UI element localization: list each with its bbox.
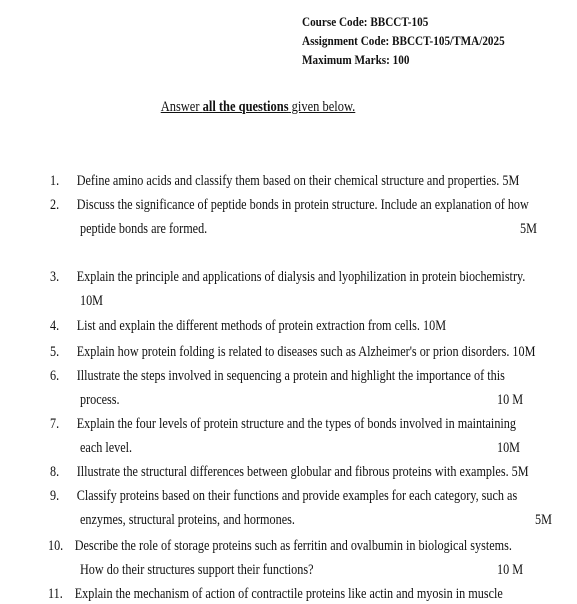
assignment-header bbox=[302, 12, 505, 69]
question-text: List and explain the different methods of protein extraction from cells. 10M bbox=[76, 318, 447, 334]
question-number: 8. bbox=[50, 464, 60, 480]
question-item bbox=[50, 343, 551, 362]
instruction-pre: Answer bbox=[160, 99, 203, 115]
assignment-code: Assignment Code: BBCCT-105/TMA/2025 bbox=[302, 33, 505, 48]
question-continuation: How do their structures support their functions? bbox=[80, 562, 314, 578]
instruction-post: given below. bbox=[288, 99, 356, 115]
question-marks: 10 M bbox=[497, 392, 524, 408]
question-marks: 10 M bbox=[497, 562, 524, 578]
question-text: Explain how protein folding is related to diseases such as Alzheimer's or prion disorders. 10M bbox=[76, 344, 536, 360]
question-item bbox=[48, 585, 549, 604]
question-number: 2. bbox=[50, 197, 60, 213]
question-number: 5. bbox=[50, 344, 60, 360]
question-text: Illustrate the structural differences between globular and fibrous proteins with examples. 5M bbox=[76, 464, 529, 480]
question-item bbox=[50, 196, 551, 215]
question-text: Explain the four levels of protein structure and the types of bonds involved in maintaining bbox=[76, 416, 516, 432]
question-item bbox=[50, 487, 551, 506]
question-marks: 10M bbox=[497, 440, 521, 456]
question-continuation: each level. bbox=[80, 440, 133, 456]
question-item bbox=[50, 367, 551, 386]
question-continuation: peptide bonds are formed. bbox=[80, 221, 208, 237]
question-text: Illustrate the steps involved in sequencing a protein and highlight the importance of this bbox=[76, 368, 505, 384]
question-item bbox=[50, 415, 551, 434]
question-number: 9. bbox=[50, 488, 60, 504]
question-continuation: 10M bbox=[80, 293, 104, 309]
question-number: 3. bbox=[50, 269, 60, 285]
question-item bbox=[48, 537, 549, 556]
question-number: 7. bbox=[50, 416, 60, 432]
question-number: 4. bbox=[50, 318, 60, 334]
question-continuation: process. bbox=[80, 392, 120, 408]
question-item bbox=[50, 172, 551, 191]
question-item bbox=[50, 268, 551, 287]
question-text: Classify proteins based on their functions and provide examples for each category, such as bbox=[76, 488, 518, 504]
question-marks: 5M bbox=[535, 512, 552, 528]
question-text: Describe the role of storage proteins such as ferritin and ovalbumin in biological systems. bbox=[74, 538, 512, 554]
question-number: 1. bbox=[50, 173, 60, 189]
maximum-marks: Maximum Marks: 100 bbox=[302, 52, 410, 67]
instruction-bold: all the questions bbox=[202, 99, 289, 115]
instruction-text bbox=[161, 99, 356, 115]
question-number: 6. bbox=[50, 368, 60, 384]
question-number: 10. bbox=[48, 538, 64, 554]
question-item bbox=[50, 463, 551, 482]
instruction-line bbox=[0, 99, 516, 116]
question-marks: 5M bbox=[520, 221, 537, 237]
question-item bbox=[50, 317, 551, 336]
question-number: 11. bbox=[48, 586, 63, 602]
question-text: Define amino acids and classify them based on their chemical structure and properties. 5M bbox=[76, 173, 520, 189]
question-text: Explain the mechanism of action of contractile proteins like actin and myosin in muscle bbox=[74, 586, 503, 602]
question-text: Discuss the significance of peptide bonds in protein structure. Include an explanation of how bbox=[76, 197, 529, 213]
question-continuation: enzymes, structural proteins, and hormones. bbox=[80, 512, 295, 528]
course-code: Course Code: BBCCT-105 bbox=[302, 14, 429, 29]
question-text: Explain the principle and applications of dialysis and lyophilization in protein biochemistry. bbox=[76, 269, 526, 285]
